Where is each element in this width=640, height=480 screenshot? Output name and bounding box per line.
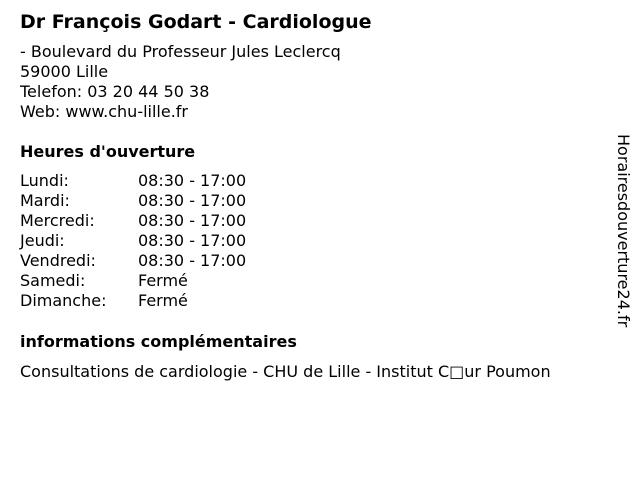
opening-hours-heading: Heures d'ouverture	[20, 142, 196, 161]
address-city: 59000 Lille	[20, 62, 109, 81]
business-title: Dr François Godart - Cardiologue	[20, 11, 372, 33]
hours-row-saturday	[20, 271, 246, 291]
hours-day: Vendredi:	[20, 251, 96, 270]
hours-row-monday	[20, 171, 246, 191]
hours-row-tuesday	[20, 191, 246, 211]
hours-day: Lundi:	[20, 171, 69, 190]
address-street: - Boulevard du Professeur Jules Leclercq	[20, 42, 341, 61]
opening-hours-table	[20, 171, 246, 311]
hours-day: Samedi:	[20, 271, 86, 290]
additional-info-text: Consultations de cardiologie - CHU de Lille - Institut C□ur Poumon	[20, 362, 551, 381]
additional-info-heading: informations complémentaires	[20, 332, 297, 351]
hours-day: Dimanche:	[20, 291, 107, 310]
site-watermark: Horairesdouverture24.fr	[614, 134, 633, 328]
hours-day: Mercredi:	[20, 211, 95, 230]
hours-row-sunday	[20, 291, 246, 311]
hours-time: Fermé	[138, 291, 188, 310]
hours-time: 08:30 - 17:00	[138, 171, 247, 190]
hours-time: 08:30 - 17:00	[138, 191, 247, 210]
web-line: Web: www.chu-lille.fr	[20, 102, 189, 121]
phone-line: Telefon: 03 20 44 50 38	[20, 82, 210, 101]
hours-time: 08:30 - 17:00	[138, 231, 247, 250]
hours-time: 08:30 - 17:00	[138, 211, 247, 230]
hours-day: Jeudi:	[20, 231, 65, 250]
hours-row-friday	[20, 251, 246, 271]
business-card	[20, 10, 610, 382]
hours-time: Fermé	[138, 271, 188, 290]
hours-row-wednesday	[20, 211, 246, 231]
hours-day: Mardi:	[20, 191, 70, 210]
hours-row-thursday	[20, 231, 246, 251]
hours-time: 08:30 - 17:00	[138, 251, 247, 270]
